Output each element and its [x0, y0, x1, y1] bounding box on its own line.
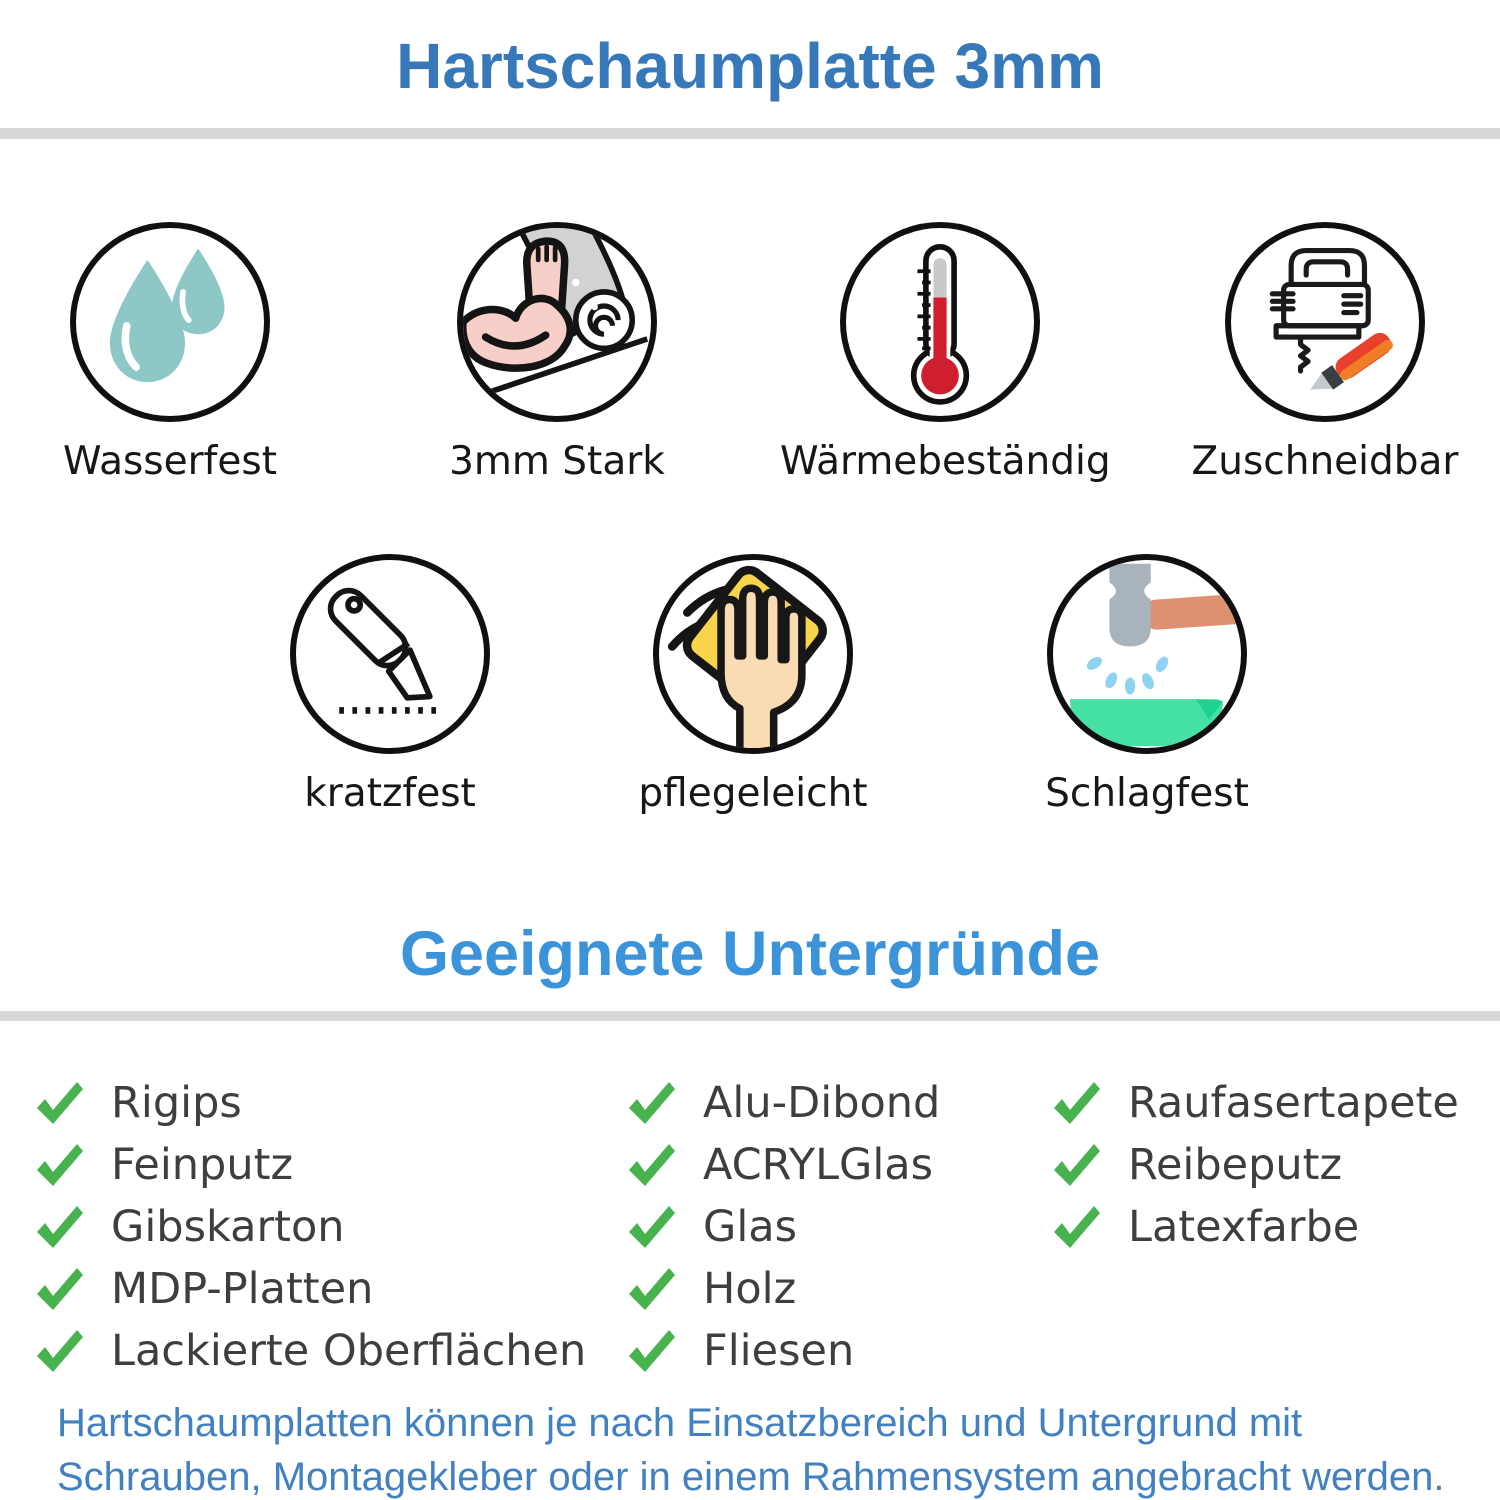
- thermometer-icon: [840, 222, 1040, 422]
- list-item: [627, 1134, 940, 1196]
- check-icon: [627, 1266, 677, 1312]
- check-icon: [35, 1142, 85, 1188]
- utility-knife-icon: [290, 554, 490, 754]
- feature-label: kratzfest: [304, 771, 476, 816]
- feature-label: Zuschneidbar: [1191, 439, 1459, 484]
- hammer-impact-icon: [1047, 554, 1247, 754]
- feature-wasserfest: [10, 222, 330, 484]
- list-item-label: Reibeputz: [1128, 1140, 1343, 1190]
- check-icon: [627, 1204, 677, 1250]
- feature-label: 3mm Stark: [449, 439, 665, 484]
- divider-middle: [0, 1011, 1500, 1021]
- check-icon: [1052, 1204, 1102, 1250]
- check-icon: [35, 1266, 85, 1312]
- feature-schlagfest: [987, 554, 1307, 816]
- muscle-arm-icon: [457, 222, 657, 422]
- check-icon: [1052, 1142, 1102, 1188]
- list-item: [35, 1196, 586, 1258]
- list-item: [35, 1258, 586, 1320]
- list-item-label: Latexfarbe: [1128, 1202, 1360, 1252]
- list-item: [1052, 1134, 1459, 1196]
- list-item: [35, 1320, 586, 1382]
- list-item-label: Lackierte Oberflächen: [111, 1326, 587, 1376]
- substrate-column-3: [1052, 1072, 1459, 1258]
- list-item: [35, 1072, 586, 1134]
- list-item: [627, 1196, 940, 1258]
- list-item-label: Rigips: [111, 1078, 242, 1128]
- feature-label: Wasserfest: [63, 439, 277, 484]
- feature-label: Wärmebeständig: [780, 439, 1111, 484]
- list-item-label: Glas: [703, 1202, 798, 1252]
- page-title: Hartschaumplatte 3mm: [396, 30, 1104, 102]
- mounting-note-line1: Hartschaumplatten können je nach Einsatzbereich und Untergrund mit: [57, 1401, 1303, 1445]
- list-item-label: Feinputz: [111, 1140, 294, 1190]
- check-icon: [35, 1328, 85, 1374]
- list-item-label: Gibskarton: [111, 1202, 345, 1252]
- list-item: [35, 1134, 586, 1196]
- feature-kratzfest: [230, 554, 550, 816]
- check-icon: [627, 1142, 677, 1188]
- list-item: [627, 1072, 940, 1134]
- list-item: [1052, 1072, 1459, 1134]
- mounting-note: [57, 1396, 1444, 1500]
- feature-label: pflegeleicht: [638, 771, 868, 816]
- feature-waermebestaendig: [780, 222, 1111, 484]
- list-item: [1052, 1196, 1459, 1258]
- list-item-label: ACRYLGlas: [703, 1140, 934, 1190]
- list-item: [627, 1258, 940, 1320]
- check-icon: [627, 1328, 677, 1374]
- feature-zuschneidbar: [1165, 222, 1485, 484]
- list-item-label: Holz: [703, 1264, 797, 1314]
- divider-top: [0, 128, 1500, 139]
- list-item-label: Fliesen: [703, 1326, 855, 1376]
- substrate-column-2: [627, 1072, 940, 1382]
- list-item: [627, 1320, 940, 1382]
- list-item-label: Alu-Dibond: [703, 1078, 941, 1128]
- cleaning-hand-icon: [653, 554, 853, 754]
- substrate-column-1: [35, 1072, 586, 1382]
- check-icon: [35, 1204, 85, 1250]
- water-drops-icon: [70, 222, 270, 422]
- mounting-note-line2: Schrauben, Montagekleber oder in einem Rahmensystem angebracht werden.: [57, 1455, 1445, 1499]
- jigsaw-cutter-icon: [1225, 222, 1425, 422]
- feature-pflegeleicht: [593, 554, 913, 816]
- check-icon: [35, 1080, 85, 1126]
- feature-3mm-stark: [397, 222, 717, 484]
- list-item-label: Raufasertapete: [1128, 1078, 1459, 1128]
- section-title: Geeignete Untergründe: [399, 919, 1101, 989]
- check-icon: [627, 1080, 677, 1126]
- check-icon: [1052, 1080, 1102, 1126]
- list-item-label: MDP-Platten: [111, 1264, 374, 1314]
- feature-label: Schlagfest: [1045, 771, 1249, 816]
